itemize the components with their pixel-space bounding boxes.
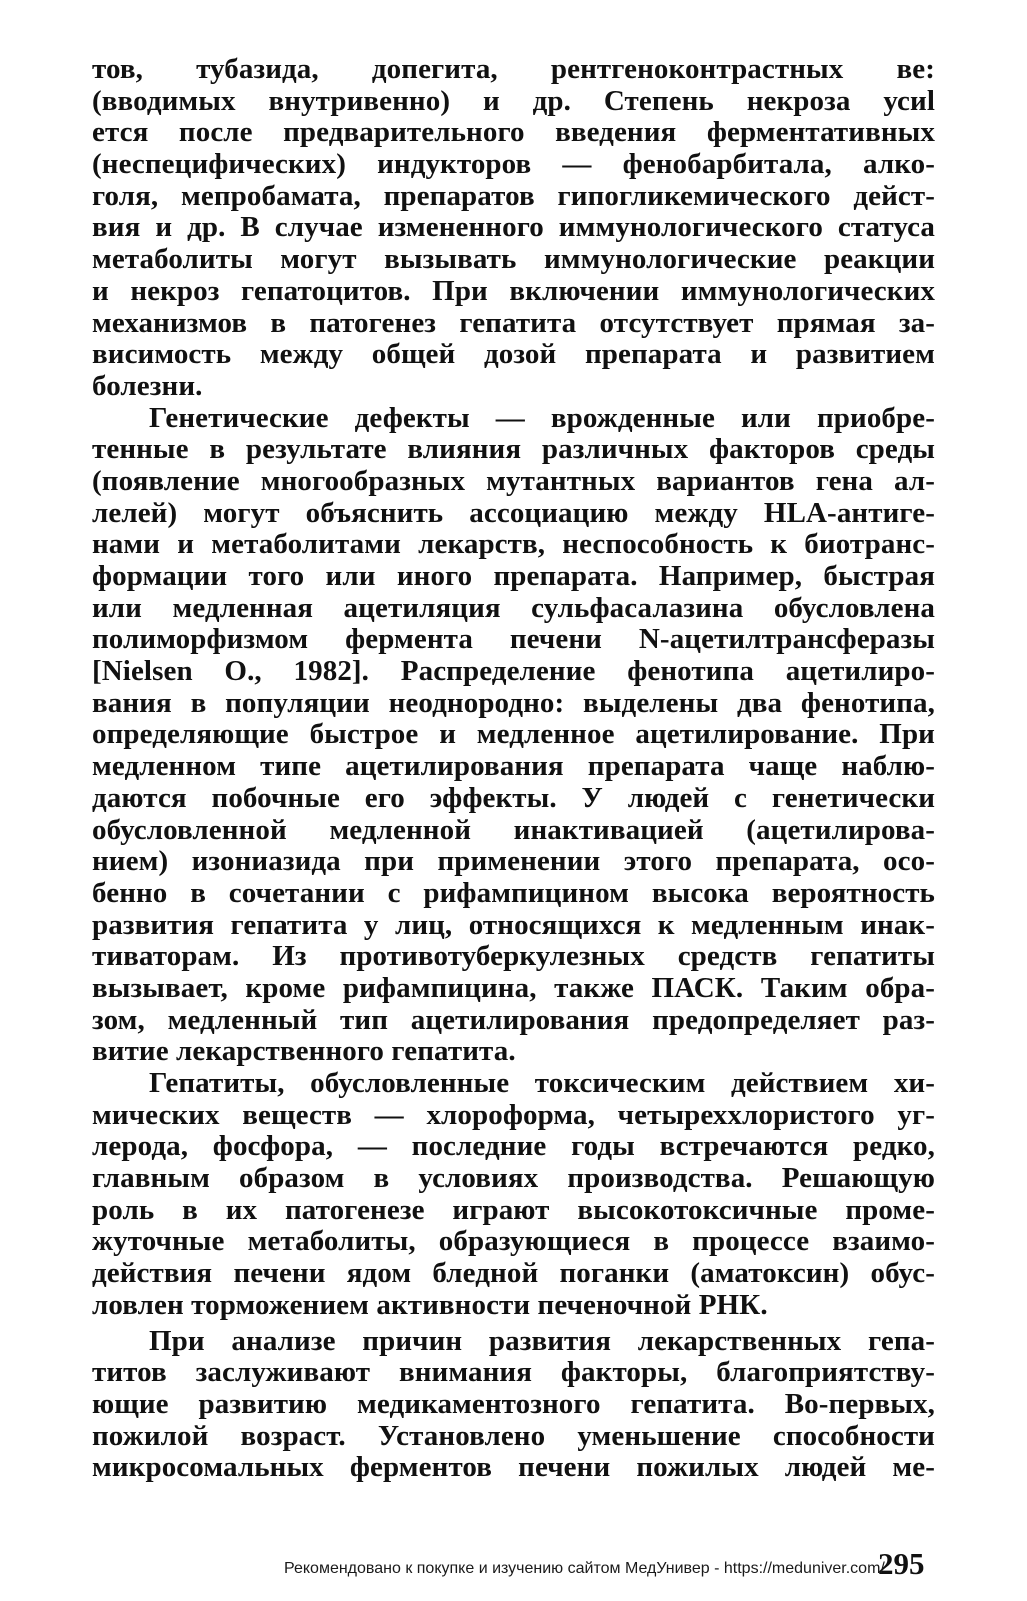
watermark-text: Рекомендовано к покупке и изучению сайтом МедУнивер - https://meduniver.com/ bbox=[284, 1560, 885, 1577]
text-line: (неспецифических) индукторов — фенобарбитала, алко- bbox=[92, 148, 935, 181]
paragraph-end-line: болезни. bbox=[92, 369, 203, 402]
page-body bbox=[92, 54, 935, 1484]
text-line: вия и др. В случае измененного иммунологического статуса bbox=[92, 211, 935, 244]
text-line: главным образом в условиях производства. Решающую bbox=[92, 1162, 935, 1195]
text-line: лерода, фосфора, — последние годы встречаются редко, bbox=[92, 1130, 935, 1163]
text-line: вания в популяции неоднородно: выделены два фенотипа, bbox=[92, 686, 935, 719]
text-line: нием) изониазида при применении этого препарата, осо- bbox=[92, 845, 935, 878]
text-line: тиваторам. Из противотуберкулезных средств гепатиты bbox=[92, 940, 935, 973]
paragraph-first-line: При анализе причин развития лекарственных гепа- bbox=[149, 1324, 935, 1357]
text-line: определяющие быстрое и медленное ацетилирование. При bbox=[92, 718, 935, 751]
text-line: даются побочные его эффекты. У людей с генетически bbox=[92, 781, 935, 814]
text-line: нами и метаболитами лекарств, неспособность к биотранс- bbox=[92, 528, 935, 561]
text-line: (вводимых внутривенно) и др. Степень некроза усиl bbox=[92, 84, 935, 117]
text-line: медленном типе ацетилирования препарата чаще наблю- bbox=[92, 750, 935, 783]
text-line: мических веществ — хлороформа, четыреххлористого уг- bbox=[92, 1098, 935, 1131]
text-line: полиморфизмом фермента печени N-ацетилтрансферазы bbox=[92, 623, 935, 656]
text-line: микросомальных ферментов печени пожилых людей ме- bbox=[92, 1451, 935, 1484]
text-line: и некроз гепатоцитов. При включении иммунологических bbox=[92, 274, 935, 307]
text-line: (появление многообразных мутантных вариантов гена ал- bbox=[92, 464, 935, 497]
text-line: формации того или иного препарата. Например, быстрая bbox=[92, 560, 935, 592]
text-line: ется после предварительного введения ферментативных bbox=[92, 116, 935, 149]
text-line: действия печени ядом бледной поганки (аматоксин) обус- bbox=[92, 1257, 935, 1290]
text-line: роль в их патогенезе играют высокотоксичные проме- bbox=[92, 1193, 935, 1226]
text-line: вызывает, кроме рифампицина, также ПАСК. Таким обра- bbox=[92, 971, 935, 1004]
text-line: [Nielsen O., 1982]. Распределение фенотипа ацетилиро- bbox=[92, 655, 935, 688]
text-line: тов, тубазида, допегита, рентгеноконтрастных ве: bbox=[92, 53, 935, 85]
text-line: бенно в сочетании с рифампицином высока вероятность bbox=[92, 876, 935, 909]
text-line: тенные в результате влияния различных факторов среды bbox=[92, 433, 935, 466]
text-line: висимость между общей дозой препарата и развитием bbox=[92, 338, 935, 371]
text-line: жуточные метаболиты, образующиеся в процессе взаимо- bbox=[92, 1225, 935, 1258]
text-line: метаболиты могут вызывать иммунологические реакции bbox=[92, 243, 935, 276]
text-line: механизмов в патогенез гепатита отсутствует прямая за- bbox=[92, 306, 935, 339]
text-line: обусловленной медленной инактивацией (ацетилирова- bbox=[92, 813, 935, 846]
paragraph-first-line: Гепатиты, обусловленные токсическим действием хи- bbox=[149, 1067, 935, 1099]
text-line: лелей) могут объяснить ассоциацию между HLA-антиге- bbox=[92, 496, 935, 529]
text-line: или медленная ацетиляция сульфасалазина обусловлена bbox=[92, 591, 935, 624]
text-line: ющие развитию медикаментозного гепатита. Во-первых, bbox=[92, 1387, 935, 1420]
text-line: титов заслуживают внимания факторы, благоприятству- bbox=[92, 1356, 935, 1389]
paragraph-end-line: витие лекарственного гепатита. bbox=[92, 1035, 516, 1068]
text-line: голя, мепробамата, препаратов гипогликемического дейст- bbox=[92, 179, 935, 212]
paragraph-end-line: ловлен торможением активности печеночной РНК. bbox=[92, 1288, 768, 1321]
paragraph-first-line: Генетические дефекты — врожденные или приобре- bbox=[149, 401, 935, 434]
text-line: зом, медленный тип ацетилирования предопределяет раз- bbox=[92, 1003, 935, 1036]
text-line: пожилой возраст. Установлено уменьшение способности bbox=[92, 1419, 935, 1452]
text-line: развития гепатита у лиц, относящихся к медленным инак- bbox=[92, 908, 935, 941]
page-number: 295 bbox=[878, 1546, 925, 1581]
